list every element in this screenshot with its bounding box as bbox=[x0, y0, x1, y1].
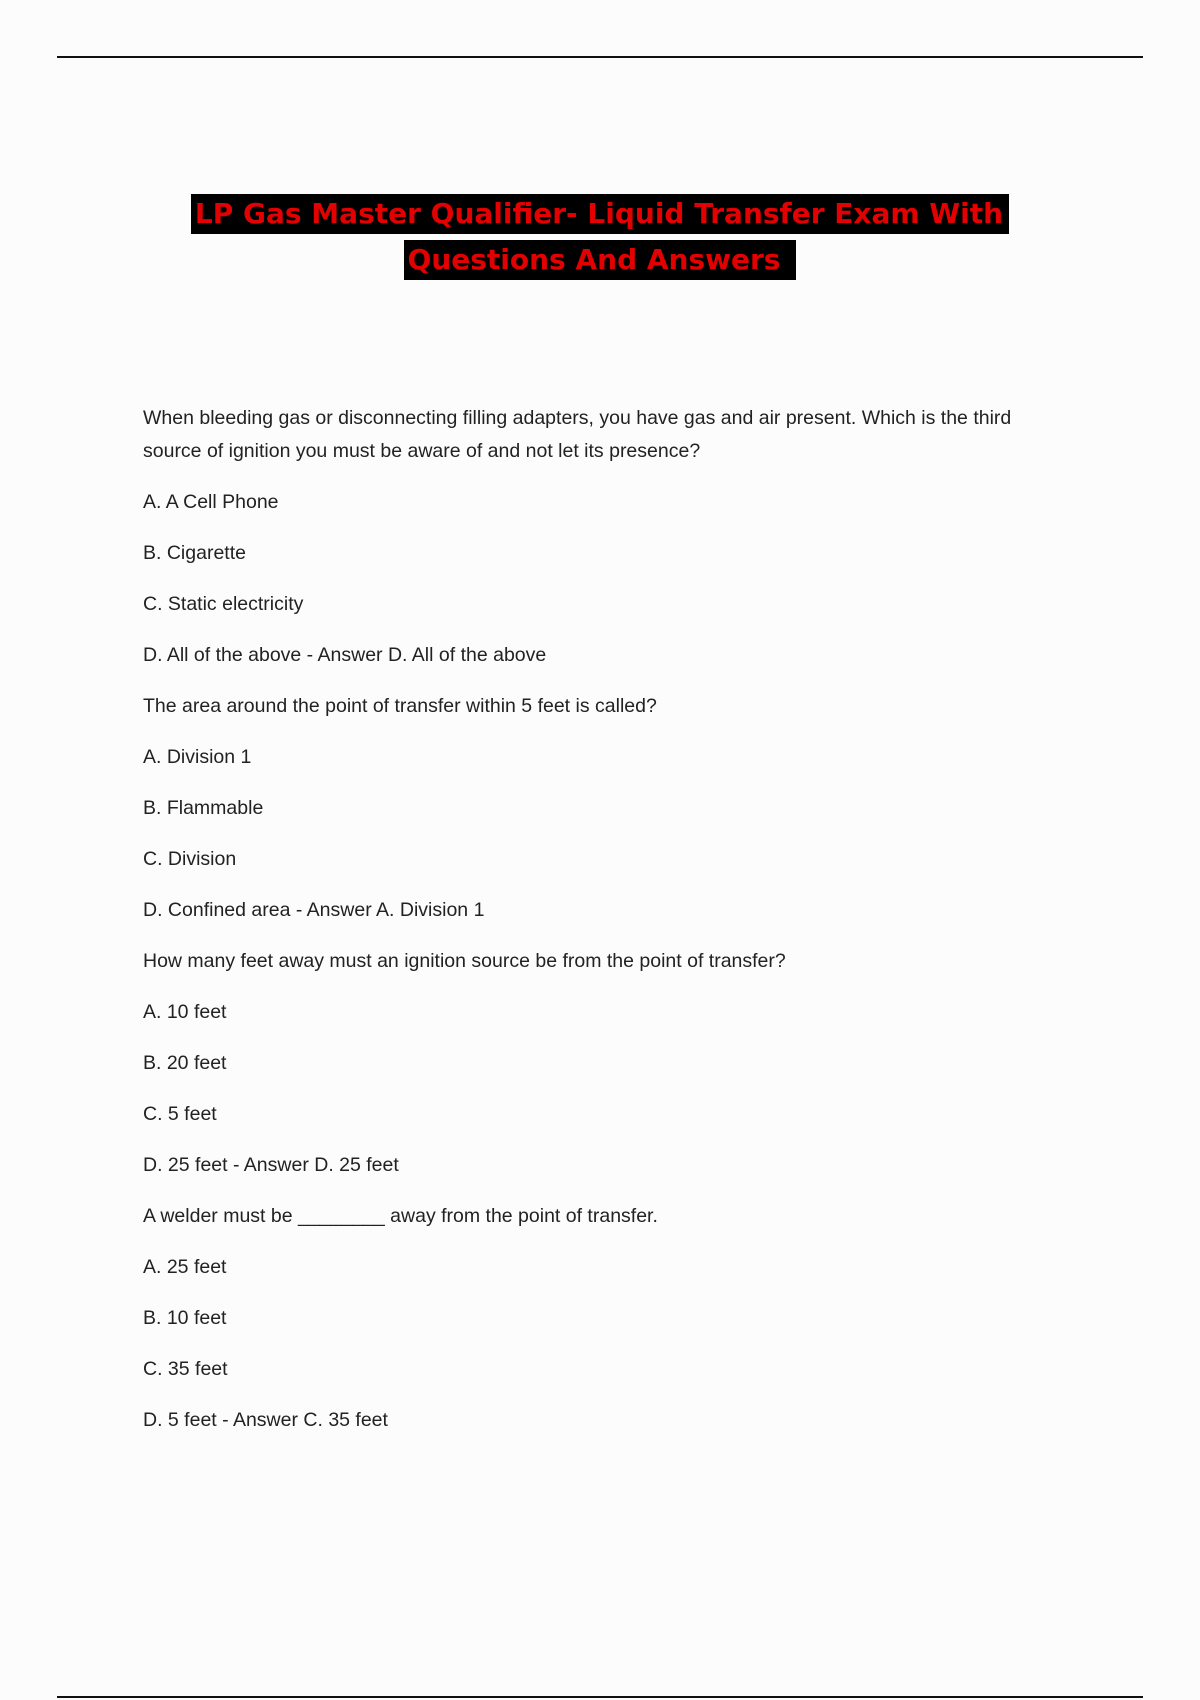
question-4-option-c: C. 35 feet bbox=[143, 1358, 228, 1380]
question-1-option-a: A. A Cell Phone bbox=[143, 491, 279, 513]
title-line-2: Questions And Answers bbox=[404, 240, 797, 280]
question-1-option-c: C. Static electricity bbox=[143, 593, 304, 615]
document-title bbox=[0, 194, 1200, 280]
bottom-rule bbox=[57, 1696, 1143, 1698]
question-4-text: A welder must be ________ away from the point of transfer. bbox=[143, 1205, 658, 1227]
question-4-option-d-answer: D. 5 feet - Answer C. 35 feet bbox=[143, 1409, 388, 1431]
question-2-option-a: A. Division 1 bbox=[143, 746, 252, 768]
title-line-1: LP Gas Master Qualifier- Liquid Transfer Exam With bbox=[191, 194, 1009, 234]
document-body bbox=[143, 402, 1073, 1455]
question-3-option-d-answer: D. 25 feet - Answer D. 25 feet bbox=[143, 1154, 399, 1176]
question-3-text: How many feet away must an ignition source be from the point of transfer? bbox=[143, 950, 786, 972]
question-1-option-b: B. Cigarette bbox=[143, 542, 246, 564]
question-2-text: The area around the point of transfer within 5 feet is called? bbox=[143, 695, 657, 717]
question-4-option-b: B. 10 feet bbox=[143, 1307, 227, 1329]
question-2-option-b: B. Flammable bbox=[143, 797, 264, 819]
question-2-option-d-answer: D. Confined area - Answer A. Division 1 bbox=[143, 899, 485, 921]
top-rule bbox=[57, 56, 1143, 58]
question-4-option-a: A. 25 feet bbox=[143, 1256, 227, 1278]
question-3-option-a: A. 10 feet bbox=[143, 1001, 227, 1023]
question-3-option-c: C. 5 feet bbox=[143, 1103, 217, 1125]
question-1-option-d-answer: D. All of the above - Answer D. All of the above bbox=[143, 644, 547, 666]
question-2-option-c: C. Division bbox=[143, 848, 237, 870]
question-3-option-b: B. 20 feet bbox=[143, 1052, 227, 1074]
question-1-text: When bleeding gas or disconnecting filling adapters, you have gas and air present. Which is the third source of ignition you must be aware of and not let its presence? bbox=[143, 407, 1012, 462]
